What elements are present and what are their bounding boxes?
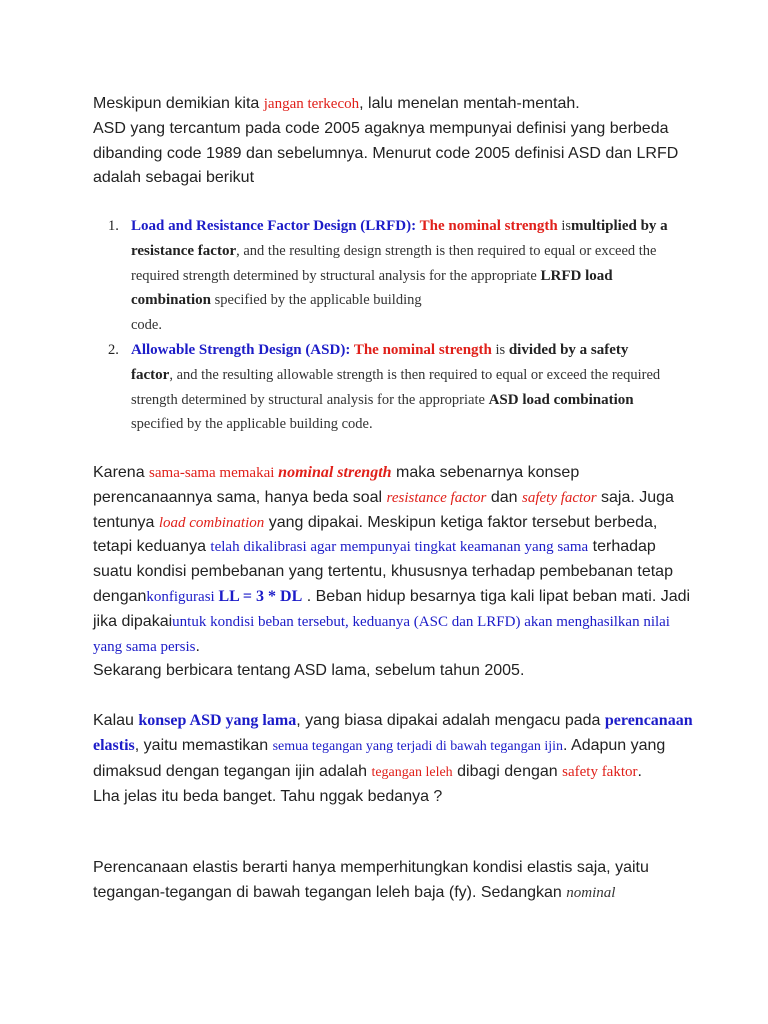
text: Perencanaan elastis berarti hanya memperhitungkan kondisi elastis saja, yaitu tegangan-tegangan di bawah tegangan leleh baja (fy). Sedangkan	[93, 859, 649, 901]
text: , yang biasa dipakai adalah mengacu pada	[296, 712, 605, 729]
list-item-asd	[108, 338, 668, 437]
highlight-text: load combination	[158, 514, 265, 531]
intro-paragraph	[93, 92, 693, 191]
text: is	[491, 341, 509, 358]
text: Lha jelas itu beda banget. Tahu nggak bedanya ?	[93, 788, 443, 806]
text: , yaitu memastikan	[134, 736, 273, 754]
text: is	[557, 218, 571, 234]
list-number: 2.	[108, 341, 119, 358]
text: :	[411, 218, 420, 234]
text: , and the resulting allowable strength is then required to equal or exceed the required strength determined by structural analysis for the appropriate	[131, 366, 661, 408]
highlight-text: nominal strength	[278, 464, 392, 481]
text: . Adapun yang dimaksud dengan tegangan ijin adalah	[93, 736, 666, 780]
text: specified by the applicable building code.	[131, 416, 373, 433]
highlight-text: safety faktor	[562, 763, 638, 780]
text: yang dipakai. Meskipun ketiga faktor tersebut berbeda, tetapi keduanya	[93, 513, 658, 556]
highlight-text: sama-sama memakai	[149, 465, 279, 481]
highlight-text: tegangan leleh	[371, 764, 453, 780]
highlight-text: semua tegangan yang terjadi di bawah tegangan ijin	[272, 738, 564, 754]
highlight-text: nominal	[566, 884, 616, 901]
bold-text: ASD load combination	[488, 391, 634, 408]
text: , and the resulting design strength is then required to equal or exceed the required strength determined by structural analysis for the appropriate	[131, 242, 657, 284]
text: :	[345, 341, 354, 358]
text: , lalu menelan mentah-mentah.	[359, 95, 580, 112]
bold-text: divided by a safety factor	[131, 341, 629, 383]
text: dan	[486, 488, 522, 506]
text: saja. Juga tentunya	[93, 488, 674, 531]
text: Karena	[93, 464, 150, 481]
text: . Beban hidup besarnya tiga kali lipat beban mati. Jadi jika dipakai	[93, 587, 691, 630]
highlight-text: resistance factor	[386, 489, 487, 506]
bold-text: LRFD load combination	[131, 267, 613, 309]
old-asd-paragraph	[93, 709, 693, 810]
text: .	[637, 762, 642, 780]
nominal-strength-text: The nominal strength	[419, 218, 558, 234]
nominal-strength-text: The nominal strength	[353, 341, 492, 358]
highlight-text: perencanaan elastis	[93, 712, 693, 754]
highlight-text: telah dikalibrasi agar mempunyai tingkat keamanan yang sama	[210, 539, 589, 556]
text: dibagi dengan	[452, 762, 563, 780]
formula-text: LL = 3 * DL	[218, 587, 303, 605]
term-lrfd: Load and Resistance Factor Design (LRFD)	[131, 218, 412, 234]
highlight-text: konfigurasi	[146, 588, 219, 605]
elastic-paragraph	[93, 856, 693, 906]
text: maka sebenarnya konsep perencanaannya sama, hanya beda soal	[93, 464, 580, 506]
highlight-text: untuk kondisi beban tersebut, keduanya (ASC dan LRFD) akan menghasilkan nilai yang sama persis	[93, 613, 670, 655]
text: Meskipun demikian kita	[93, 95, 264, 112]
text: .	[195, 637, 200, 655]
explanation-paragraph	[93, 461, 693, 684]
text: ASD yang tercantum pada code 2005 agaknya mempunyai definisi yang berbeda dibanding code 1989 dan sebelumnya. Menurut code 2005 definisi ASD dan LRFD adalah sebagai berikut	[93, 119, 679, 187]
text: Sekarang berbicara tentang ASD lama, sebelum tahun 2005.	[93, 662, 525, 680]
text: specified by the applicable building	[211, 292, 422, 309]
highlight-text: jangan terkecoh	[263, 96, 360, 112]
text: terhadap suatu kondisi pembebanan yang tertentu, khususnya terhadap pembebanan tetap dengan	[93, 538, 673, 605]
highlight-text: konsep ASD yang lama	[138, 712, 297, 729]
bold-text: multiplied by a resistance factor	[131, 218, 668, 259]
highlight-text: safety factor	[521, 489, 597, 506]
term-asd: Allowable Strength Design (ASD)	[131, 341, 346, 358]
definition-list	[108, 214, 668, 437]
list-item-lrfd	[108, 214, 668, 338]
text: code.	[131, 317, 162, 334]
list-number: 1.	[108, 218, 119, 234]
text: Kalau	[93, 712, 139, 729]
